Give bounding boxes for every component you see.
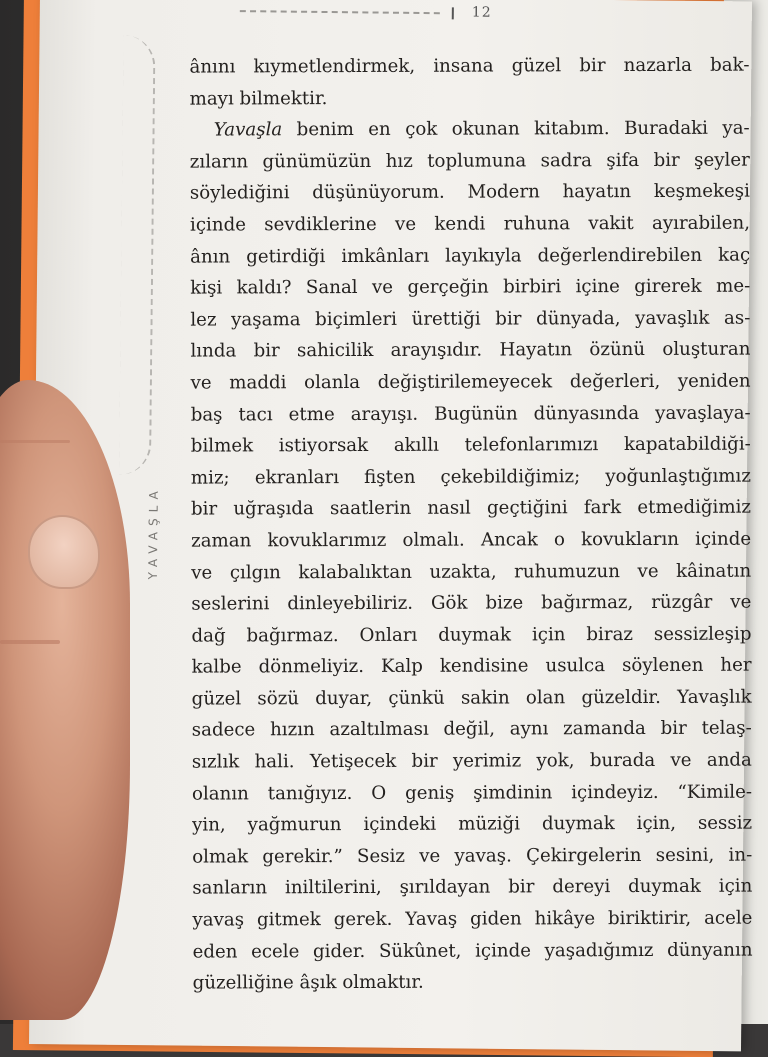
text-line: zaman kovuklarımız olmalı. Ancak o kovukların içinde xyxy=(191,528,752,552)
text-line: lez yaşama biçimleri ürettiği bir dünyada, yavaşlık as- xyxy=(190,307,751,331)
text-line: dağ bağırmaz. Onları duymak için biraz sessizleşip xyxy=(191,623,752,647)
text-line: bilmek istiyorsak akıllı telefonlarımızı kapatabildiği- xyxy=(190,433,751,457)
text-line: ve maddi olanla değiştirilemeyecek değerleri, yeniden xyxy=(190,370,751,394)
text-line: sanların iniltilerini, şırıldayan bir dereyi duymak için xyxy=(192,876,753,900)
text-line: yin, yağmurun içindeki müziği duymak için, sessiz xyxy=(192,812,753,836)
text-line: olmak gerekir.” Sesiz ve yavaş. Çekirgelerin sesini, in- xyxy=(192,844,753,868)
text-line xyxy=(190,113,750,147)
text-line: olanın tanığıyız. O geniş şimdinin içindeyiz. “Kimile- xyxy=(191,781,753,805)
side-dashed-ornament xyxy=(119,35,156,475)
text-line-rest: benim en çok okunan kitabım. Buradaki ya- xyxy=(282,117,750,141)
body-text xyxy=(189,50,752,1000)
text-line: içinde sevdiklerine ve kendi ruhuna vakit ayırabilen, xyxy=(189,212,751,236)
text-line: lında bir sahicilik arayışıdır. Hayatın özünü oluşturan xyxy=(190,338,751,362)
text-line: ânını kıymetlendirmek, insana güzel bir nazarla bak- xyxy=(189,54,750,78)
text-line: kişi kaldı? Sanal ve gerçeğin birbiri içine girerek me- xyxy=(190,275,751,299)
thumb-crease xyxy=(0,640,60,644)
text-line: güzel sözü duyar, çünkü sakin olan güzeldir. Yavaşlık xyxy=(191,686,752,710)
holding-thumb xyxy=(0,380,130,1020)
text-line: baş tacı etme arayışı. Bugünün dünyasında yavaşlaya- xyxy=(190,402,751,426)
text-line: ânın getirdiği imkânları layıkıyla değerlendirebilen kaç xyxy=(190,244,751,268)
text-line: ve çılgın kalabalıktan uzakta, ruhumuzun ve kâinatın xyxy=(191,560,752,584)
text-line: güzelliğine âşık olmaktır. xyxy=(192,971,424,994)
text-line: kalbe dönmeliyiz. Kalp kendisine usulca söylenen her xyxy=(191,654,752,678)
text-line: sadece hızın azaltılması değil, aynı zamanda bir telaş- xyxy=(191,718,752,742)
text-line: mayı bilmektir. xyxy=(189,87,328,110)
text-line: söylediğini düşünüyorum. Modern hayatın keşmekeşi xyxy=(189,180,750,204)
book-page xyxy=(29,0,752,1051)
text-line: sızlık hali. Yetişecek bir yerimiz yok, burada ve anda xyxy=(191,749,752,773)
text-line: eden ecele gider. Sükûnet, içinde yaşadığımız dünyanın xyxy=(192,939,753,963)
side-running-title: YAVAŞLA xyxy=(145,485,161,580)
header-dashed-line xyxy=(240,10,440,14)
thumb-crease xyxy=(0,440,70,443)
text-line: zıların günümüzün hız toplumuna sadra şifa bir şeyler xyxy=(189,149,750,173)
header-marker xyxy=(452,7,454,19)
page-number: 12 xyxy=(471,4,492,21)
book-title-italic: Yavaşla xyxy=(213,119,283,141)
text-line: yavaş gitmek gerek. Yavaş giden hikâye biriktirir, acele xyxy=(192,907,753,931)
text-line: bir uğraşıda saatlerin nasıl geçtiğini fark etmediğimiz xyxy=(190,496,752,520)
text-line: seslerini dinleyebiliriz. Gök bize bağırmaz, rüzgâr ve xyxy=(191,591,752,615)
text-line: miz; ekranları fişten çekebildiğimiz; yoğunlaştığımız xyxy=(190,465,751,489)
thumb-nail xyxy=(28,515,100,589)
